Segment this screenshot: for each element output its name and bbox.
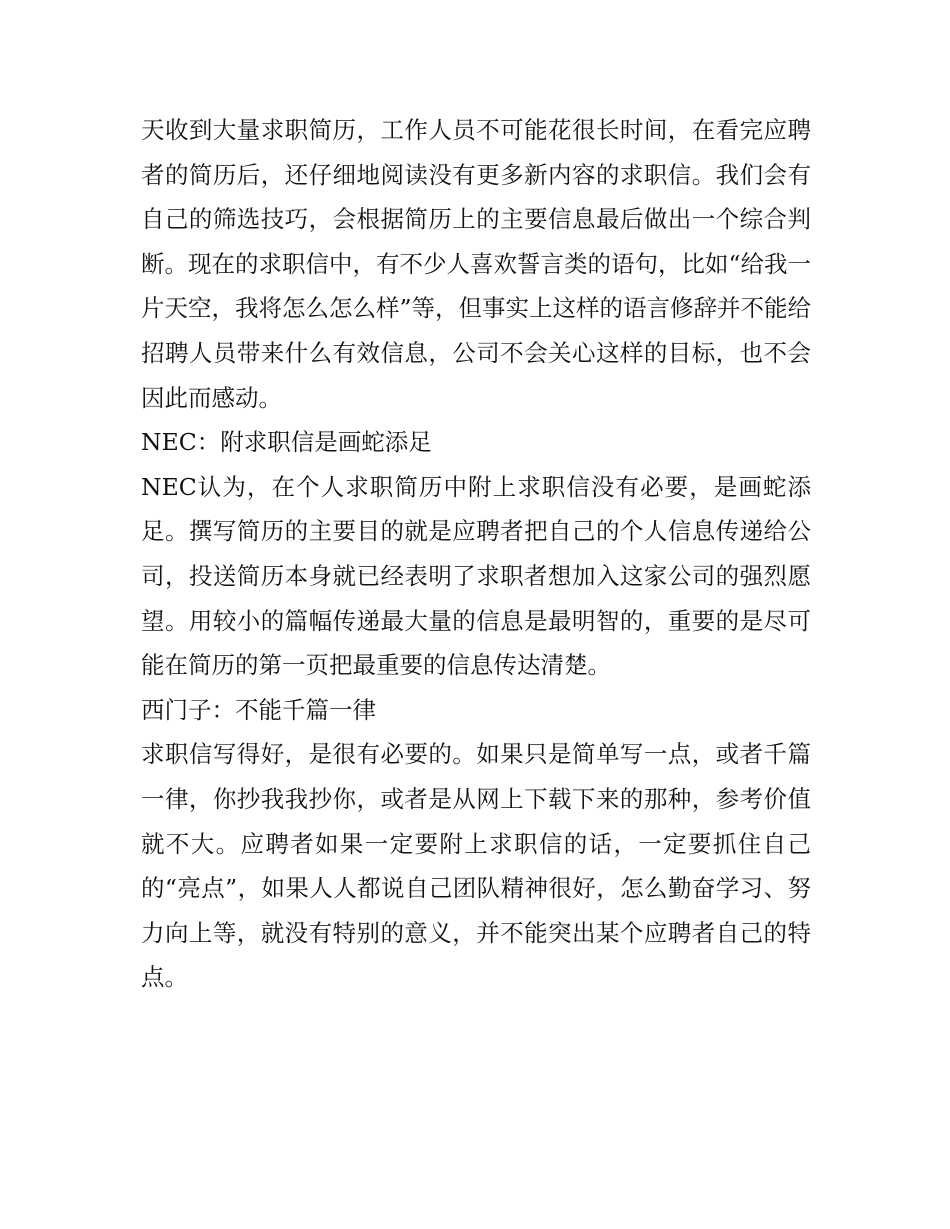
section-heading-siemens: 西门子：不能千篇一律 bbox=[141, 695, 376, 724]
document-body bbox=[141, 108, 811, 1000]
paragraph-siemens: 求职信写得好，是很有必要的。如果只是简单写一点，或者千篇一律，你抄我我抄你，或者是从网上下载下来的那种，参考价值就不大。应聘者如果一定要附上求职信的话，一定要抓住自己的“亮点”，如果人人都说自己团队精神很好，怎么勤奋学习、努力向上等，就没有特别的意义，并不能突出某个应聘者自己的特点。 bbox=[141, 740, 811, 992]
paragraph-intro: 天收到大量求职简历，工作人员不可能花很长时间，在看完应聘者的简历后，还仔细地阅读没有更多新内容的求职信。我们会有自己的筛选技巧，会根据简历上的主要信息最后做出一个综合判断。现在的求职信中，有不少人喜欢誓言类的语句，比如“给我一片天空，我将怎么怎么样”等，但事实上这样的语言修辞并不能给招聘人员带来什么有效信息，公司不会关心这样的目标，也不会因此而感动。 bbox=[141, 116, 812, 412]
paragraph-nec: NEC认为，在个人求职简历中附上求职信没有必要，是画蛇添足。撰写简历的主要目的就是应聘者把自己的个人信息传递给公司，投送简历本身就已经表明了求职者想加入这家公司的强烈愿望。用较小的篇幅传递最大量的信息是最明智的，重要的是尽可能在简历的第一页把最重要的信息传达清楚。 bbox=[141, 472, 811, 680]
section-heading-nec: NEC：附求职信是画蛇添足 bbox=[141, 428, 432, 457]
